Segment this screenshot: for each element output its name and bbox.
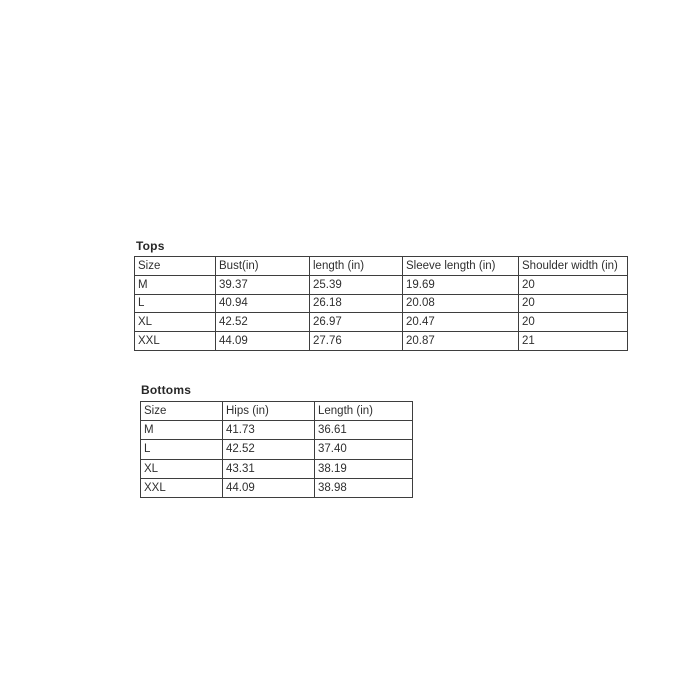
- length-cell: 38.98: [315, 478, 413, 497]
- length-cell: 25.39: [310, 275, 403, 294]
- size-cell: XXL: [141, 478, 223, 497]
- table-row: [135, 294, 628, 313]
- size-cell: L: [135, 294, 216, 313]
- length-cell: 38.19: [315, 459, 413, 478]
- table-row: [141, 459, 413, 478]
- tops-col-header-bust: Bust(in): [216, 257, 310, 276]
- shoulder-width-cell: 21: [519, 332, 628, 351]
- length-cell: 36.61: [315, 421, 413, 440]
- tops-header-row: [135, 257, 628, 276]
- table-row: [135, 332, 628, 351]
- size-cell: XXL: [135, 332, 216, 351]
- table-row: [141, 421, 413, 440]
- length-cell: 27.76: [310, 332, 403, 351]
- bust-cell: 44.09: [216, 332, 310, 351]
- shoulder-width-cell: 20: [519, 275, 628, 294]
- bottoms-size-table: [140, 401, 413, 498]
- bust-cell: 40.94: [216, 294, 310, 313]
- sleeve-length-cell: 20.87: [403, 332, 519, 351]
- size-cell: M: [135, 275, 216, 294]
- table-row: [135, 313, 628, 332]
- hips-cell: 41.73: [223, 421, 315, 440]
- sleeve-length-cell: 20.08: [403, 294, 519, 313]
- size-cell: XL: [135, 313, 216, 332]
- tops-size-table: [134, 256, 628, 351]
- hips-cell: 43.31: [223, 459, 315, 478]
- bust-cell: 39.37: [216, 275, 310, 294]
- sleeve-length-cell: 20.47: [403, 313, 519, 332]
- size-cell: M: [141, 421, 223, 440]
- size-cell: XL: [141, 459, 223, 478]
- size-cell: L: [141, 440, 223, 459]
- bust-cell: 42.52: [216, 313, 310, 332]
- length-cell: 37.40: [315, 440, 413, 459]
- tops-col-header-shoulder-width: Shoulder width (in): [519, 257, 628, 276]
- table-row: [135, 275, 628, 294]
- length-cell: 26.18: [310, 294, 403, 313]
- table-row: [141, 440, 413, 459]
- table-row: [141, 478, 413, 497]
- hips-cell: 44.09: [223, 478, 315, 497]
- tops-section-title: Tops: [136, 239, 165, 253]
- bottoms-header-row: [141, 402, 413, 421]
- tops-col-header-sleeve-length: Sleeve length (in): [403, 257, 519, 276]
- bottoms-section-title: Bottoms: [141, 383, 192, 397]
- tops-col-header-length: length (in): [310, 257, 403, 276]
- hips-cell: 42.52: [223, 440, 315, 459]
- shoulder-width-cell: 20: [519, 294, 628, 313]
- bottoms-col-header-size: Size: [141, 402, 223, 421]
- tops-col-header-size: Size: [135, 257, 216, 276]
- length-cell: 26.97: [310, 313, 403, 332]
- shoulder-width-cell: 20: [519, 313, 628, 332]
- bottoms-col-header-hips: Hips (in): [223, 402, 315, 421]
- sleeve-length-cell: 19.69: [403, 275, 519, 294]
- bottoms-col-header-length: Length (in): [315, 402, 413, 421]
